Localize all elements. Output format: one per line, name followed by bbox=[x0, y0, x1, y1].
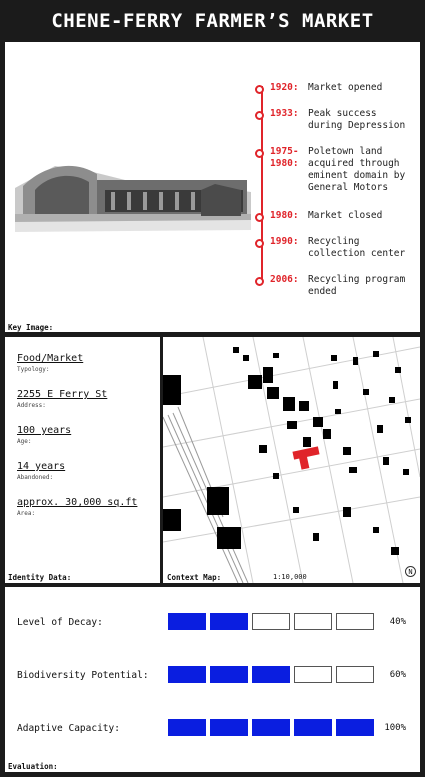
meter-segment-empty bbox=[294, 613, 332, 630]
timeline-text: Poletown land acquired through eminent domain by General Motors bbox=[308, 146, 406, 193]
identity-label: Typology: bbox=[17, 366, 50, 373]
title-bar bbox=[0, 0, 425, 42]
eval-row-biodiversity bbox=[5, 666, 420, 686]
meter-segment-empty bbox=[336, 666, 374, 683]
evaluation-caption: Evaluation: bbox=[8, 762, 58, 771]
context-map-caption: Context Map: bbox=[167, 573, 222, 582]
timeline-item bbox=[255, 108, 415, 132]
eval-percent: 60% bbox=[389, 670, 406, 680]
north-arrow-icon: N bbox=[405, 566, 416, 577]
meter-segment-filled bbox=[210, 613, 248, 630]
meter-segment-empty bbox=[336, 613, 374, 630]
market-site-highlight bbox=[292, 446, 319, 469]
identity-value: 100 years bbox=[17, 425, 72, 436]
meter-segment-filled bbox=[336, 719, 374, 736]
timeline-text: Market opened bbox=[308, 82, 383, 93]
meter-segment-filled bbox=[168, 719, 206, 736]
timeline-dot-icon bbox=[255, 213, 264, 222]
timeline-item bbox=[255, 210, 415, 222]
timeline-year: 1975-1980: bbox=[270, 146, 299, 169]
identity-panel bbox=[5, 337, 160, 583]
timeline-text: Market closed bbox=[308, 210, 383, 221]
timeline-dot-icon bbox=[255, 239, 264, 248]
eval-percent: 100% bbox=[384, 723, 406, 733]
identity-value: approx. 30,000 sq.ft bbox=[17, 497, 138, 508]
meter-segment-filled bbox=[210, 666, 248, 683]
timeline-year: 1990: bbox=[270, 236, 299, 247]
identity-label: Area: bbox=[17, 510, 36, 517]
timeline-dot-icon bbox=[255, 111, 264, 120]
identity-label: Age: bbox=[17, 438, 32, 445]
identity-item-typology bbox=[17, 353, 83, 373]
eval-label: Adaptive Capacity: bbox=[17, 723, 120, 734]
identity-item-abandoned bbox=[17, 461, 65, 481]
context-map-panel bbox=[163, 337, 420, 583]
eval-row-adaptive bbox=[5, 719, 420, 739]
eval-percent: 40% bbox=[389, 617, 406, 627]
eval-meter bbox=[168, 613, 378, 630]
timeline-year: 2006: bbox=[270, 274, 299, 285]
key-image-panel bbox=[5, 42, 420, 332]
timeline-year: 1920: bbox=[270, 82, 299, 93]
timeline-text: Recycling collection center bbox=[308, 236, 406, 259]
market-building-image bbox=[15, 150, 251, 240]
timeline-text: Peak success during Depression bbox=[308, 108, 406, 131]
meter-segment-filled bbox=[252, 719, 290, 736]
timeline-item bbox=[255, 236, 415, 260]
meter-segment-filled bbox=[210, 719, 248, 736]
identity-caption: Identity Data: bbox=[8, 573, 72, 582]
timeline-dot-icon bbox=[255, 149, 264, 158]
eval-meter bbox=[168, 719, 378, 736]
timeline-text: Recycling program ended bbox=[308, 274, 406, 297]
meter-segment-filled bbox=[252, 666, 290, 683]
identity-value: 2255 E Ferry St bbox=[17, 389, 108, 400]
map-scale: 1:10,000 bbox=[273, 573, 307, 581]
identity-value: Food/Market bbox=[17, 353, 84, 364]
timeline-year: 1933: bbox=[270, 108, 299, 119]
context-map bbox=[163, 337, 420, 583]
identity-item-area bbox=[17, 497, 137, 517]
eval-label: Level of Decay: bbox=[17, 617, 103, 628]
identity-value: 14 years bbox=[17, 461, 66, 472]
evaluation-panel bbox=[5, 587, 420, 772]
timeline-item bbox=[255, 82, 415, 94]
meter-segment-filled bbox=[168, 666, 206, 683]
identity-item-age bbox=[17, 425, 71, 445]
identity-label: Address: bbox=[17, 402, 46, 409]
meter-segment-empty bbox=[294, 666, 332, 683]
key-image-caption: Key Image: bbox=[8, 323, 54, 332]
timeline-item bbox=[255, 274, 415, 298]
identity-item-address bbox=[17, 389, 107, 409]
meter-segment-empty bbox=[252, 613, 290, 630]
timeline-item bbox=[255, 146, 415, 194]
meter-segment-filled bbox=[168, 613, 206, 630]
meter-segment-filled bbox=[294, 719, 332, 736]
timeline-dot-icon bbox=[255, 85, 264, 94]
page-title: CHENE-FERRY FARMER’S MARKET bbox=[51, 10, 374, 32]
eval-row-decay bbox=[5, 613, 420, 633]
identity-label: Abandoned: bbox=[17, 474, 54, 481]
eval-label: Biodiversity Potential: bbox=[17, 670, 149, 681]
eval-meter bbox=[168, 666, 378, 683]
timeline-dot-icon bbox=[255, 277, 264, 286]
timeline-year: 1980: bbox=[270, 210, 299, 221]
